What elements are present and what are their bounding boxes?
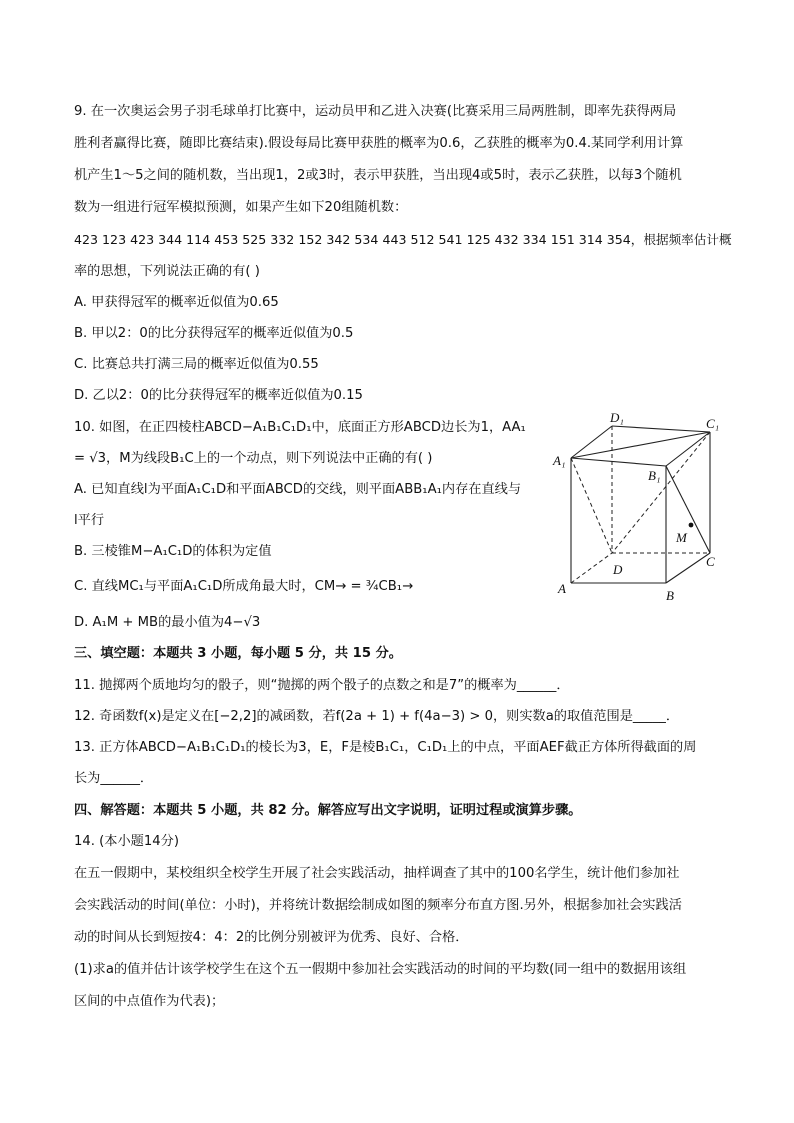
q10-stem-line-1: 10. 如图，在正四棱柱ABCD−A₁B₁C₁D₁中，底面正方形ABCD边长为1，AA₁ xyxy=(74,420,526,435)
label-a: A xyxy=(558,581,566,596)
prism-figure xyxy=(548,408,728,608)
section4-heading: 四、解答题：本题共 5 小题，共 82 分。解答应写出文字说明，证明过程或演算步骤。 xyxy=(74,803,582,818)
label-d: D xyxy=(613,562,623,577)
q9-stem-line-3: 机产生1～5之间的随机数，当出现1，2或3时，表示甲获胜，当出现4或5时，表示乙获胜，以每3个随机 xyxy=(74,168,682,183)
q9-stem-line-1: 9. 在一次奥运会男子羽毛球单打比赛中，运动员甲和乙进入决赛(比赛采用三局两胜制，即率先获得两局 xyxy=(74,104,677,119)
q10-option-a: A. 已知直线l为平面A₁C₁D和平面ABCD的交线，则平面ABB₁A₁内存在直线与 xyxy=(74,482,522,497)
q9-random-numbers: 423 123 423 344 114 453 525 332 152 342 534 443 512 541 125 432 334 151 314 354，根据频率估计概 xyxy=(74,232,732,247)
label-b1: B₁ xyxy=(648,468,661,483)
label-a1: A₁ xyxy=(553,453,566,468)
q9-option-b: B. 甲以2：0的比分获得冠军的概率近似值为0.5 xyxy=(74,326,354,341)
q11: 11. 抛掷两个质地均匀的骰子，则“抛掷的两个骰子的点数之和是7”的概率为______． xyxy=(74,678,570,693)
q9-stem-line-4: 数为一组进行冠军模拟预测，如果产生如下20组随机数： xyxy=(74,200,408,215)
q10-option-a-cont: l平行 xyxy=(74,513,105,528)
label-c1: C₁ xyxy=(706,416,720,431)
q14-line-1: 在五一假期中，某校组织全校学生开展了社会实践活动，抽样调查了其中的100名学生，统计他们参加社 xyxy=(74,866,680,881)
label-b: B xyxy=(666,588,674,603)
q9-stem-line-6: 率的思想，下列说法正确的有( ) xyxy=(74,264,260,279)
q12: 12. 奇函数f(x)是定义在[−2,2]的减函数，若f(2a + 1) + f(4a−3) > 0，则实数a的取值范围是_____． xyxy=(74,709,680,724)
section3-heading: 三、填空题：本题共 3 小题，每小题 5 分，共 15 分。 xyxy=(74,646,402,661)
label-m: M xyxy=(676,530,687,545)
q14-line-2: 会实践活动的时间(单位：小时)，并将统计数据绘制成如图的频率分布直方图.另外，根据参加社会实践活 xyxy=(74,898,682,913)
q10-option-d: D. A₁M + MB的最小值为4−√3 xyxy=(74,615,261,630)
q10-option-c: C. 直线MC₁与平面A₁C₁D所成角最大时，CM→ = ¾CB₁→ xyxy=(74,579,414,594)
q10-option-b: B. 三棱锥M−A₁C₁D的体积为定值 xyxy=(74,544,272,559)
q13-line-2: 长为______． xyxy=(74,771,154,786)
label-d1: D₁ xyxy=(610,410,624,425)
q9-option-a: A. 甲获得冠军的概率近似值为0.65 xyxy=(74,295,279,310)
q13-line-1: 13. 正方体ABCD−A₁B₁C₁D₁的棱长为3，E，F是棱B₁C₁，C₁D₁上的中点，平面AEF截正方体所得截面的周 xyxy=(74,740,697,755)
q14-line-5: 区间的中点值作为代表)； xyxy=(74,994,225,1009)
q14-line-4: (1)求a的值并估计该学校学生在这个五一假期中参加社会实践活动的时间的平均数(同一组中的数据用该组 xyxy=(74,962,687,977)
q14-line-3: 动的时间从长到短按4：4：2的比例分别被评为优秀、良好、合格． xyxy=(74,930,469,945)
label-c: C xyxy=(706,554,715,569)
q10-stem-line-2: = √3，M为线段B₁C上的一个动点，则下列说法中正确的有( ) xyxy=(74,451,433,466)
q14-title: 14. (本小题14分) xyxy=(74,834,179,849)
q9-stem-line-2: 胜利者赢得比赛，随即比赛结束).假设每局比赛甲获胜的概率为0.6，乙获胜的概率为0.4.某同学利用计算 xyxy=(74,136,684,151)
q9-option-c: C. 比赛总共打满三局的概率近似值为0.55 xyxy=(74,357,319,372)
point-m-dot xyxy=(689,523,694,528)
q9-option-d: D. 乙以2：0的比分获得冠军的概率近似值为0.15 xyxy=(74,388,363,403)
